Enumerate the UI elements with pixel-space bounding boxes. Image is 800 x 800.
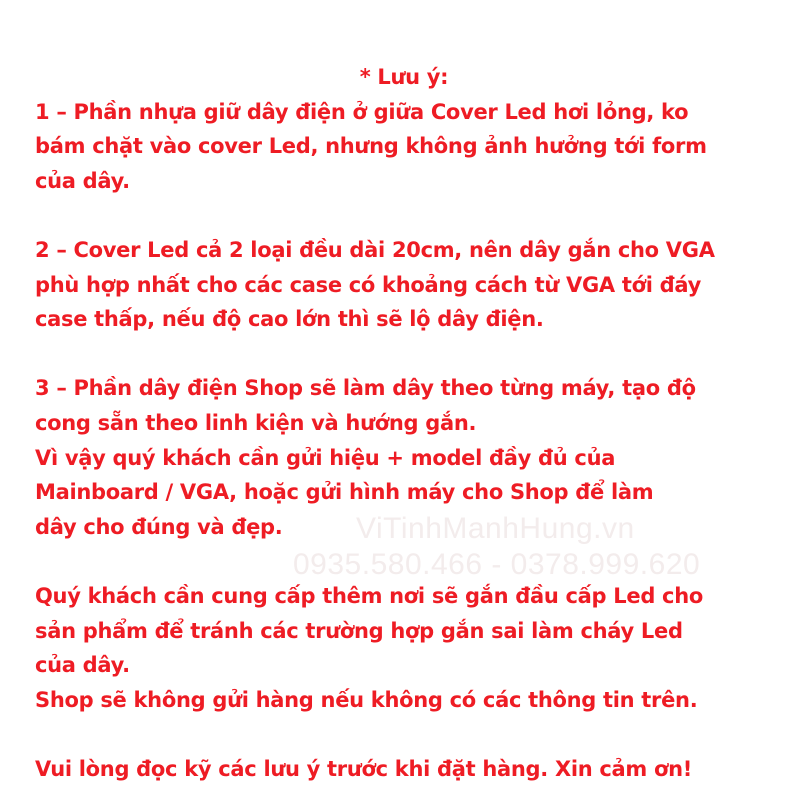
notice-block (35, 60, 785, 786)
notice-title: * Lưu ý: (359, 65, 449, 89)
note-4-line-4: Shop sẽ không gửi hàng nếu không có các thông tin trên. (35, 687, 698, 712)
note-2-line-3: case thấp, nếu độ cao lớn thì sẽ lộ dây điện. (35, 307, 544, 332)
paragraph-gap (35, 337, 785, 372)
paragraph-gap (35, 198, 785, 233)
watermark-site: ViTinhManhHung.vn (356, 512, 635, 545)
note-2-line-2: phù hợp nhất cho các case có khoảng cách từ VGA tới đáy (35, 272, 701, 297)
paragraph-gap (35, 717, 785, 752)
note-4-line-3: của dây. (35, 653, 130, 678)
note-1-line-1: 1 – Phần nhựa giữ dây điện ở giữa Cover Led hơi lỏng, ko (35, 99, 689, 124)
note-1-line-3: của dây. (35, 168, 130, 193)
note-3-line-2: cong sẵn theo linh kiện và hướng gắn. (35, 410, 477, 435)
note-2-line-1: 2 – Cover Led cả 2 loại đều dài 20cm, nên dây gắn cho VGA (35, 237, 715, 262)
note-3-line-1: 3 – Phần dây điện Shop sẽ làm dây theo từng máy, tạo độ (35, 376, 696, 401)
note-1-line-2: bám chặt vào cover Led, nhưng không ảnh hưởng tới form (35, 134, 707, 159)
note-4-line-2: sản phẩm để tránh các trường hợp gắn sai làm cháy Led (35, 618, 683, 643)
paragraph-gap (35, 544, 785, 579)
note-4-line-1: Quý khách cần cung cấp thêm nơi sẽ gắn đầu cấp Led cho (35, 583, 703, 608)
closing-line: Vui lòng đọc kỹ các lưu ý trước khi đặt hàng. Xin cảm ơn! (35, 756, 693, 781)
note-3-line-3: Vì vậy quý khách cần gửi hiệu + model đầy đủ của (35, 445, 616, 470)
watermark-phone: 0935.580.466 - 0378.999.620 (293, 548, 701, 581)
note-3-line-4: Mainboard / VGA, hoặc gửi hình máy cho Shop để làm (35, 480, 654, 505)
note-3-line-5: dây cho đúng và đẹp. (35, 514, 283, 539)
